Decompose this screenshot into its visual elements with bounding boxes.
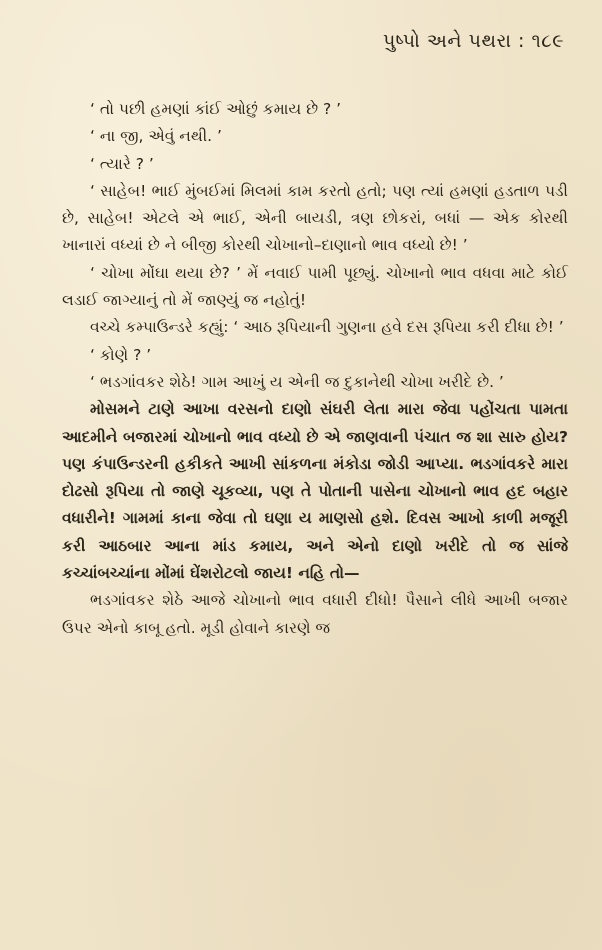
dialogue-line: ‘ કોણે ? ’ [90, 345, 152, 364]
dialogue-line: ‘ ત્યારે ? ’ [90, 154, 154, 173]
paragraph: વચ્ચે કમ્પાઉન્ડરે કહ્યું: ‘ આઠ રૂપિયાની ગુણના હવે દસ રૂપિયા કરી દીધા છે! ’ [90, 318, 564, 337]
paragraph: ‘ ચોખા મોંઘા થયા છે? ’ મેં નવાઈ પામી પૂછ્યું. ચોખાનો ભાવ વધવા માટે કોઈ લડાઈ જાગ્યાનું તો મેં જાણ્યું જ નહોતું! [62, 263, 568, 310]
paragraph: ‘ સાહેબ! ભાઈ મુંબઈમાં મિલમાં કામ કરતો હતો; પણ ત્યાં હમણાં હડતાળ પડી છે, સાહેબ! એટલે એ ભાઈ, એની બાયડી, ત્રણ છોકરાં, બધાં — એક કોરથી ખાનારાં વધ્યાં છે ને બીજી કોરથી ચોખાનો–દાણાનો ભાવ વધ્યો છે! ’ [62, 181, 568, 255]
dialogue-line: ‘ તો પછી હમણાં કાંઈ ઓછું કમાય છે ? ’ [90, 100, 342, 118]
paragraph: ભડગાંવકર શેઠે આજે ચોખાનો ભાવ વધારી દીધો! પૈસાને લીધે આખી બજાર ઉપર એનો કાબૂ હતો. મૂડી હોવાને કારણે જ [62, 591, 568, 637]
paragraph: મોસમને ટાણે આખા વરસનો દાણો સંઘરી લેતા મારા જેવા પહોંચતા પામતા આદમીને બજારમાં ચોખાનો ભાવ વધ્યો છે એ જાણવાની પંચાત જ શા સારુ હોય? પણ કંપાઉન્ડરની હકીકતે આખી સાંકળના મંકોડા જોડી આપ્યા. ભડગાંવકરે મારા દોઢસો રૂપિયા તો જાણે ચૂકવ્યા, પણ તે પોતાની પાસેના ચોખાનો ભાવ હદ બહાર વધારીને! ગામમાં કાના જેવા તો ઘણા ય માણસો હશે. દિવસ આખો કાળી મજૂરી કરી આઠબાર આના માંડ કમાય, અને એનો દાણો ખરીદે તો જ સાંજે કચ્ચાંબચ્ચાંના મોંમાં ઘેંશરોટલો જાય! નહિ તો— [62, 400, 568, 583]
running-head: પુષ્પો અને પથરા : ૧૮૯ [382, 30, 564, 52]
dialogue-line: ‘ ના જી, એવું નથી. ’ [90, 127, 222, 146]
body-text [62, 96, 568, 642]
paragraph: ‘ ભડગાંવકર શેઠે! ગામ આખું ય એની જ દુકાનેથી ચોખા ખરીદે છે. ’ [90, 372, 504, 391]
